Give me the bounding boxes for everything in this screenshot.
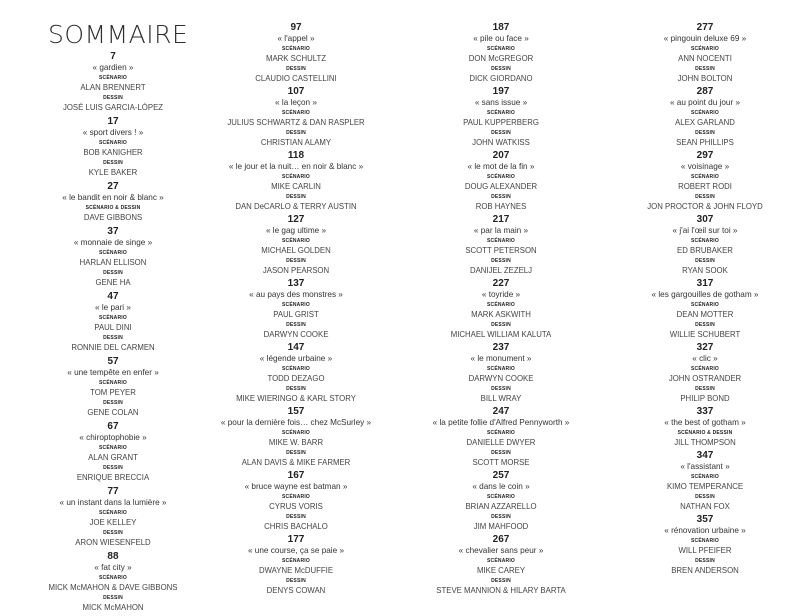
credit-name: NATHAN FOX xyxy=(680,502,730,511)
credit-role: DESSIN xyxy=(286,450,306,456)
story-title: « sans issue » xyxy=(474,98,528,107)
story-title: « monnaie de singe » xyxy=(73,238,153,247)
credit-name: MIKE WIERINGO & KARL STORY xyxy=(236,394,356,403)
credit-name: ALEX GARLAND xyxy=(675,118,735,127)
toc-entry xyxy=(261,214,330,276)
toc-column-3 xyxy=(406,22,596,598)
credit-name: DANIJEL ZEZELJ xyxy=(469,266,533,275)
credit-role: SCÉNARIO xyxy=(691,366,719,372)
credit-name: JOHN WATKISS xyxy=(472,138,530,147)
story-title: « la petite follie d'Alfred Pennyworth » xyxy=(432,418,570,427)
credit-role: SCÉNARIO xyxy=(487,558,515,564)
credit-role: DESSIN xyxy=(491,258,511,264)
story-title: « une course, ça se paie » xyxy=(247,546,345,555)
story-title: « chevalier sans peur » xyxy=(458,546,544,555)
credit-name: JOHN BOLTON xyxy=(677,74,733,83)
credit-name: MICHAEL WILLIAM KALUTA xyxy=(450,330,552,339)
toc-entry xyxy=(664,406,745,448)
toc-entry xyxy=(433,406,570,468)
page-number: 67 xyxy=(107,421,119,432)
page-number: 177 xyxy=(287,534,305,545)
credit-role: SCÉNARIO & DESSIN xyxy=(677,430,733,436)
story-title: « the best of gotham » xyxy=(664,418,746,427)
page-title: SOMMAIRE xyxy=(48,20,189,49)
page-number: 47 xyxy=(107,291,119,302)
page-number: 247 xyxy=(492,406,510,417)
page-number: 137 xyxy=(287,278,305,289)
credit-role: DESSIN xyxy=(491,194,511,200)
credit-name: JASON PEARSON xyxy=(262,266,330,275)
credit-name: ALAN GRANT xyxy=(88,453,138,462)
page-number: 337 xyxy=(696,406,714,417)
toc-entry xyxy=(221,406,371,468)
story-title: « une tempête en enfer » xyxy=(67,368,159,377)
credit-name: PHILIP BOND xyxy=(680,394,730,403)
credit-role: DESSIN xyxy=(695,66,715,72)
page-number: 57 xyxy=(107,356,119,367)
page-number: 237 xyxy=(492,342,510,353)
story-title: « les gargouilles de gotham » xyxy=(651,290,759,299)
toc-entry xyxy=(647,150,763,212)
story-title: « dans le coin » xyxy=(472,482,530,491)
toc-column-2 xyxy=(201,22,391,598)
page-number: 157 xyxy=(287,406,305,417)
toc-entry xyxy=(71,291,154,353)
credit-role: SCÉNARIO xyxy=(98,315,127,321)
toc-entry xyxy=(83,116,144,178)
toc-entry xyxy=(465,214,536,276)
credit-name: KYLE BAKER xyxy=(88,168,138,177)
credit-role: DESSIN xyxy=(103,335,123,341)
credit-role: DESSIN xyxy=(491,386,511,392)
credit-role: SCÉNARIO xyxy=(282,430,310,436)
credit-name: DAN DeCARLO & TERRY AUSTIN xyxy=(235,202,357,211)
credit-name: WILLIE SCHUBERT xyxy=(669,330,741,339)
credit-role: SCÉNARIO xyxy=(281,302,310,308)
toc-entry xyxy=(667,450,743,512)
credit-name: DANIELLE DWYER xyxy=(466,438,536,447)
credit-role: DESSIN xyxy=(103,530,123,536)
page-number: 217 xyxy=(492,214,510,225)
credit-role: DESSIN xyxy=(491,66,511,72)
story-title: « voisinage » xyxy=(680,162,730,171)
credit-role: SCÉNARIO xyxy=(487,494,515,500)
toc-entry xyxy=(245,470,348,532)
toc-entry xyxy=(664,22,746,84)
credit-role: SCÉNARIO xyxy=(690,538,719,544)
credit-role: DESSIN xyxy=(695,194,715,200)
credit-name: ANN NOCENTI xyxy=(678,54,732,63)
credit-role: SCÉNARIO xyxy=(99,140,127,146)
credit-role: SCÉNARIO xyxy=(486,174,515,180)
credit-role: SCÉNARIO xyxy=(98,445,127,451)
credit-role: SCÉNARIO xyxy=(282,110,310,116)
credit-name: JULIUS SCHWARTZ & DAN RASPLER xyxy=(227,118,365,127)
credit-name: KIMO TEMPERANCE xyxy=(666,482,744,491)
toc-entry xyxy=(67,356,159,418)
credit-name: JOSÉ LUIS GARCIA-LÓPEZ xyxy=(62,103,164,112)
credit-role: SCÉNARIO xyxy=(282,46,310,52)
credit-name: GENE HA xyxy=(95,278,131,287)
credit-role: DESSIN xyxy=(286,194,306,200)
page-number: 147 xyxy=(287,342,305,353)
credit-name: BILL WRAY xyxy=(480,394,522,403)
credit-role: DESSIN xyxy=(103,465,123,471)
credit-role: SCÉNARIO xyxy=(281,174,310,180)
toc-entry xyxy=(436,534,565,596)
toc-entry xyxy=(62,181,164,223)
story-title: « au point du jour » xyxy=(669,98,741,107)
story-title: « toyride » xyxy=(481,290,521,299)
credit-name: DON McGREGOR xyxy=(468,54,534,63)
credit-role: DESSIN xyxy=(103,160,123,166)
story-title: « gardien » xyxy=(92,63,134,72)
credit-name: MICK McMAHON xyxy=(82,603,144,612)
credit-role: DESSIN xyxy=(491,450,511,456)
credit-name: PAUL GRIST xyxy=(273,310,319,319)
credit-name: HARLAN ELLISON xyxy=(79,258,147,267)
credit-role: SCÉNARIO xyxy=(487,366,515,372)
story-title: « rénovation urbaine » xyxy=(664,526,746,535)
credit-name: BOB KANIGHER xyxy=(83,148,143,157)
toc-column-1 xyxy=(18,51,208,616)
credit-name: PAUL DINI xyxy=(94,323,132,332)
story-title: « bruce wayne est batman » xyxy=(244,482,348,491)
credit-role: DESSIN xyxy=(103,95,123,101)
toc-entry xyxy=(74,226,152,288)
story-title: « le pari » xyxy=(95,303,131,312)
credit-role: DESSIN xyxy=(695,558,715,564)
credit-name: ED BRUBAKER xyxy=(677,246,733,255)
story-title: « pour la dernière fois… chez McSurley » xyxy=(220,418,372,427)
credit-name: MARK SCHULTZ xyxy=(265,54,327,63)
page-number: 7 xyxy=(110,51,116,62)
credit-name: TOM PEYER xyxy=(90,388,136,397)
credit-name: MICHAEL GOLDEN xyxy=(261,246,331,255)
toc-entry xyxy=(670,86,740,148)
credit-name: ALAN DAVIS & MIKE FARMER xyxy=(241,458,351,467)
credit-role: DESSIN xyxy=(695,130,715,136)
credit-role: SCÉNARIO & DESSIN xyxy=(85,205,141,211)
toc-entry xyxy=(248,534,344,596)
page-number: 307 xyxy=(696,214,714,225)
page-number: 267 xyxy=(492,534,510,545)
credit-name: GENE COLAN xyxy=(87,408,139,417)
credit-role: SCÉNARIO xyxy=(98,250,127,256)
credit-role: SCÉNARIO xyxy=(691,174,719,180)
credit-role: SCÉNARIO xyxy=(282,238,310,244)
credit-name: SCOTT MORSE xyxy=(472,458,530,467)
page-number: 287 xyxy=(696,86,714,97)
credit-role: SCÉNARIO xyxy=(282,366,310,372)
credit-name: JOE KELLEY xyxy=(89,518,137,527)
credit-role: SCÉNARIO xyxy=(690,238,719,244)
toc-entry xyxy=(60,486,167,548)
credit-name: ALAN BRENNERT xyxy=(80,83,146,92)
toc-entry xyxy=(669,342,741,404)
story-title: « l'appel » xyxy=(277,34,315,43)
page-number: 17 xyxy=(107,116,119,127)
credit-role: SCÉNARIO xyxy=(691,302,719,308)
story-title: « l'assistant » xyxy=(680,462,730,471)
page-number: 97 xyxy=(290,22,302,33)
credit-role: DESSIN xyxy=(491,514,511,520)
credit-name: JON PROCTOR & JOHN FLOYD xyxy=(647,202,763,211)
credit-role: SCÉNARIO xyxy=(690,474,719,480)
story-title: « au pays des monstres » xyxy=(249,290,343,299)
toc-entry xyxy=(469,342,534,404)
credit-name: DWAYNE McDUFFIE xyxy=(258,566,334,575)
credit-name: DOUG ALEXANDER xyxy=(464,182,538,191)
credit-name: MIKE CARLIN xyxy=(271,182,321,191)
credit-name: JOHN OSTRANDER xyxy=(668,374,742,383)
story-title: « pingouin deluxe 69 » xyxy=(663,34,747,43)
toc-entry xyxy=(664,514,745,576)
page-number: 118 xyxy=(287,150,305,161)
credit-name: BREN ANDERSON xyxy=(671,566,739,575)
credit-name: ENRIQUE BRECCIA xyxy=(76,473,150,482)
credit-role: SCÉNARIO xyxy=(487,238,515,244)
credit-role: SCÉNARIO xyxy=(486,302,515,308)
credit-role: DESSIN xyxy=(695,258,715,264)
toc-entry xyxy=(63,51,163,113)
credit-name: ROB HAYNES xyxy=(475,202,527,211)
credit-name: MIKE W. BARR xyxy=(268,438,324,447)
toc-entry xyxy=(249,278,343,340)
credit-name: STEVE MANNION & HILARY BARTA xyxy=(436,586,566,595)
credit-name: JIM MAHFOOD xyxy=(473,522,529,531)
page-number: 187 xyxy=(492,22,510,33)
story-title: « chiroptophobie » xyxy=(79,433,147,442)
toc-entry xyxy=(227,86,364,148)
credit-name: DARWYN COOKE xyxy=(263,330,329,339)
page-number: 88 xyxy=(107,551,119,562)
credit-role: SCÉNARIO xyxy=(487,430,515,436)
story-title: « par la main » xyxy=(473,226,529,235)
credit-role: DESSIN xyxy=(491,578,511,584)
story-title: « sport divers ! » xyxy=(82,128,144,137)
story-title: « pile ou face » xyxy=(473,34,529,43)
credit-name: MARK ASKWITH xyxy=(471,310,531,319)
story-title: « le jour et la nuit… en noir & blanc » xyxy=(228,162,364,171)
credit-name: TODD DEZAGO xyxy=(267,374,325,383)
credit-name: RYAN SOOK xyxy=(682,266,728,275)
credit-name: DAVE GIBBONS xyxy=(83,213,143,222)
credit-name: DENYS COWAN xyxy=(266,586,326,595)
toc-entry xyxy=(463,86,539,148)
toc-entry xyxy=(469,22,534,84)
story-title: « un instant dans la lumière » xyxy=(59,498,167,507)
toc-entry xyxy=(77,421,149,483)
story-title: « la leçon » xyxy=(275,98,317,107)
story-title: « fat city » xyxy=(94,563,132,572)
credit-name: PAUL KUPPERBERG xyxy=(463,118,539,127)
credit-role: SCÉNARIO xyxy=(486,110,515,116)
credit-name: BRIAN AZZARELLO xyxy=(465,502,537,511)
credit-name: JILL THOMPSON xyxy=(674,438,736,447)
story-title: « le monument » xyxy=(470,354,532,363)
credit-name: ROBERT RODI xyxy=(678,182,732,191)
credit-name: SCOTT PETERSON xyxy=(465,246,537,255)
credit-name: WILL PFEIFER xyxy=(678,546,732,555)
credit-role: DESSIN xyxy=(695,494,715,500)
credit-role: DESSIN xyxy=(286,322,306,328)
credit-role: DESSIN xyxy=(286,578,306,584)
page-number: 327 xyxy=(696,342,714,353)
credit-role: DESSIN xyxy=(103,595,123,601)
page-number: 347 xyxy=(696,450,714,461)
page-number: 37 xyxy=(107,226,119,237)
story-title: « le bandit en noir & blanc » xyxy=(62,193,164,202)
toc-entry xyxy=(465,150,537,212)
page-number: 277 xyxy=(696,22,714,33)
credit-role: DESSIN xyxy=(103,270,123,276)
toc-column-4 xyxy=(610,22,800,578)
story-title: « légende urbaine » xyxy=(259,354,333,363)
credit-role: SCÉNARIO xyxy=(98,575,127,581)
credit-name: MIKE CAREY xyxy=(476,566,526,575)
story-title: « clic » xyxy=(692,354,718,363)
credit-role: DESSIN xyxy=(491,130,511,136)
page-number: 107 xyxy=(287,86,305,97)
page-number: 27 xyxy=(107,181,119,192)
page-number: 257 xyxy=(492,470,510,481)
toc-entry xyxy=(652,278,759,340)
toc-entry xyxy=(236,342,356,404)
credit-role: DESSIN xyxy=(491,322,511,328)
toc-entry xyxy=(465,470,536,532)
credit-role: DESSIN xyxy=(103,400,123,406)
credit-role: SCÉNARIO xyxy=(691,46,719,52)
credit-name: CLAUDIO CASTELLINI xyxy=(255,74,337,83)
credit-role: SCÉNARIO xyxy=(99,75,127,81)
toc-entry xyxy=(49,551,178,613)
page-number: 77 xyxy=(107,486,119,497)
credit-name: CHRIS BACHALO xyxy=(264,522,328,531)
credit-name: RONNIE DEL CARMEN xyxy=(71,343,155,352)
story-title: « j'ai l'œil sur toi » xyxy=(672,226,738,235)
credit-name: DARWYN COOKE xyxy=(468,374,534,383)
credit-role: SCÉNARIO xyxy=(99,380,127,386)
credit-role: SCÉNARIO xyxy=(690,110,719,116)
toc-entry xyxy=(672,214,737,276)
page-number: 357 xyxy=(696,514,714,525)
credit-role: SCÉNARIO xyxy=(99,510,127,516)
credit-name: DEAN MOTTER xyxy=(676,310,734,319)
credit-role: DESSIN xyxy=(695,386,715,392)
toc-entry xyxy=(451,278,552,340)
story-title: « le mot de la fin » xyxy=(467,162,535,171)
toc-entry xyxy=(255,22,336,84)
credit-role: DESSIN xyxy=(286,258,306,264)
toc-entry xyxy=(229,150,363,212)
page-number: 227 xyxy=(492,278,510,289)
story-title: « le gag ultime » xyxy=(265,226,327,235)
credit-role: DESSIN xyxy=(286,130,306,136)
credit-name: ARON WIESENFELD xyxy=(75,538,151,547)
credit-role: SCÉNARIO xyxy=(486,46,515,52)
credit-name: CYRUS VORIS xyxy=(269,502,323,511)
credit-role: DESSIN xyxy=(695,322,715,328)
credit-name: DICK GIORDANO xyxy=(469,74,533,83)
credit-role: SCÉNARIO xyxy=(282,494,310,500)
page-number: 127 xyxy=(287,214,305,225)
page-number: 167 xyxy=(287,470,305,481)
credit-name: CHRISTIAN ALAMY xyxy=(260,138,332,147)
credit-role: SCÉNARIO xyxy=(281,558,310,564)
credit-name: MICK McMAHON & DAVE GIBBONS xyxy=(48,583,178,592)
page-number: 297 xyxy=(696,150,714,161)
page-number: 197 xyxy=(492,86,510,97)
page-number: 207 xyxy=(492,150,510,161)
credit-role: DESSIN xyxy=(286,66,306,72)
credit-role: DESSIN xyxy=(286,514,306,520)
page-number: 317 xyxy=(696,278,714,289)
credit-role: DESSIN xyxy=(286,386,306,392)
credit-name: SEAN PHILLIPS xyxy=(676,138,734,147)
